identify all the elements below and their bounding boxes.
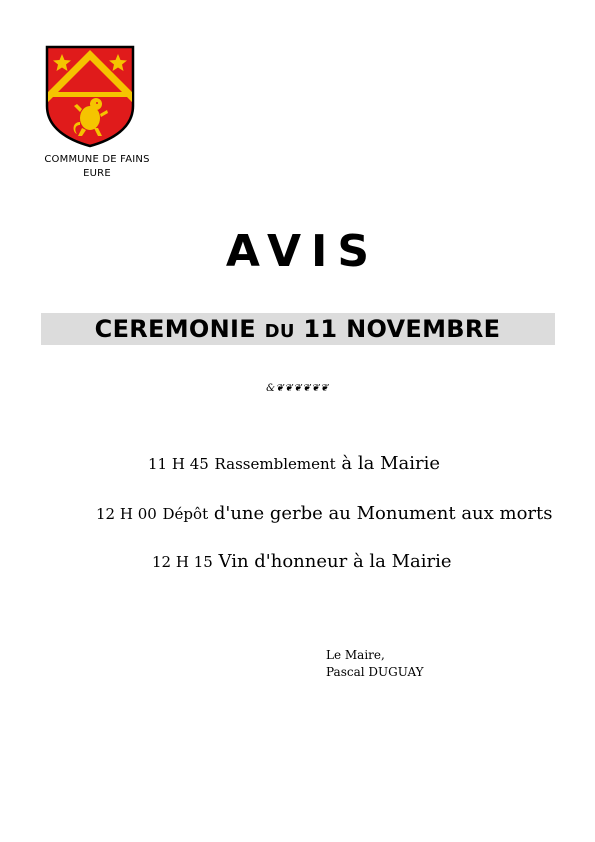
program-time: 12 H 15 xyxy=(152,553,213,571)
program-keyword: Rassemblement xyxy=(214,455,336,473)
notice-title: AVIS xyxy=(225,226,380,277)
program-item xyxy=(152,550,452,574)
ceremony-subtitle xyxy=(0,313,595,345)
coat-of-arms-icon xyxy=(44,44,136,148)
program-time: 12 H 00 xyxy=(96,505,157,523)
signature-name: Pascal DUGUAY xyxy=(326,665,424,679)
signature-block xyxy=(326,647,424,681)
program-time: 11 H 45 xyxy=(148,455,209,473)
program-text: d'une gerbe au Monument aux morts xyxy=(213,503,553,524)
commune-header xyxy=(30,153,164,181)
ornament-divider: &❦❦❦❦❦❦ xyxy=(266,383,329,394)
subtitle-date: 11 NOVEMBRE xyxy=(303,315,501,343)
signature-role: Le Maire, xyxy=(326,648,385,662)
program-text: Vin d'honneur à la Mairie xyxy=(218,551,452,572)
program-item xyxy=(96,502,553,526)
department-name: EURE xyxy=(83,168,111,179)
program-item xyxy=(148,452,440,476)
commune-name: COMMUNE DE FAINS xyxy=(44,154,150,165)
program-text: à la Mairie xyxy=(341,453,441,474)
program-keyword: Dépôt xyxy=(162,505,209,523)
subtitle-ceremony: CEREMONIE xyxy=(94,315,256,343)
subtitle-du: DU xyxy=(264,321,295,342)
